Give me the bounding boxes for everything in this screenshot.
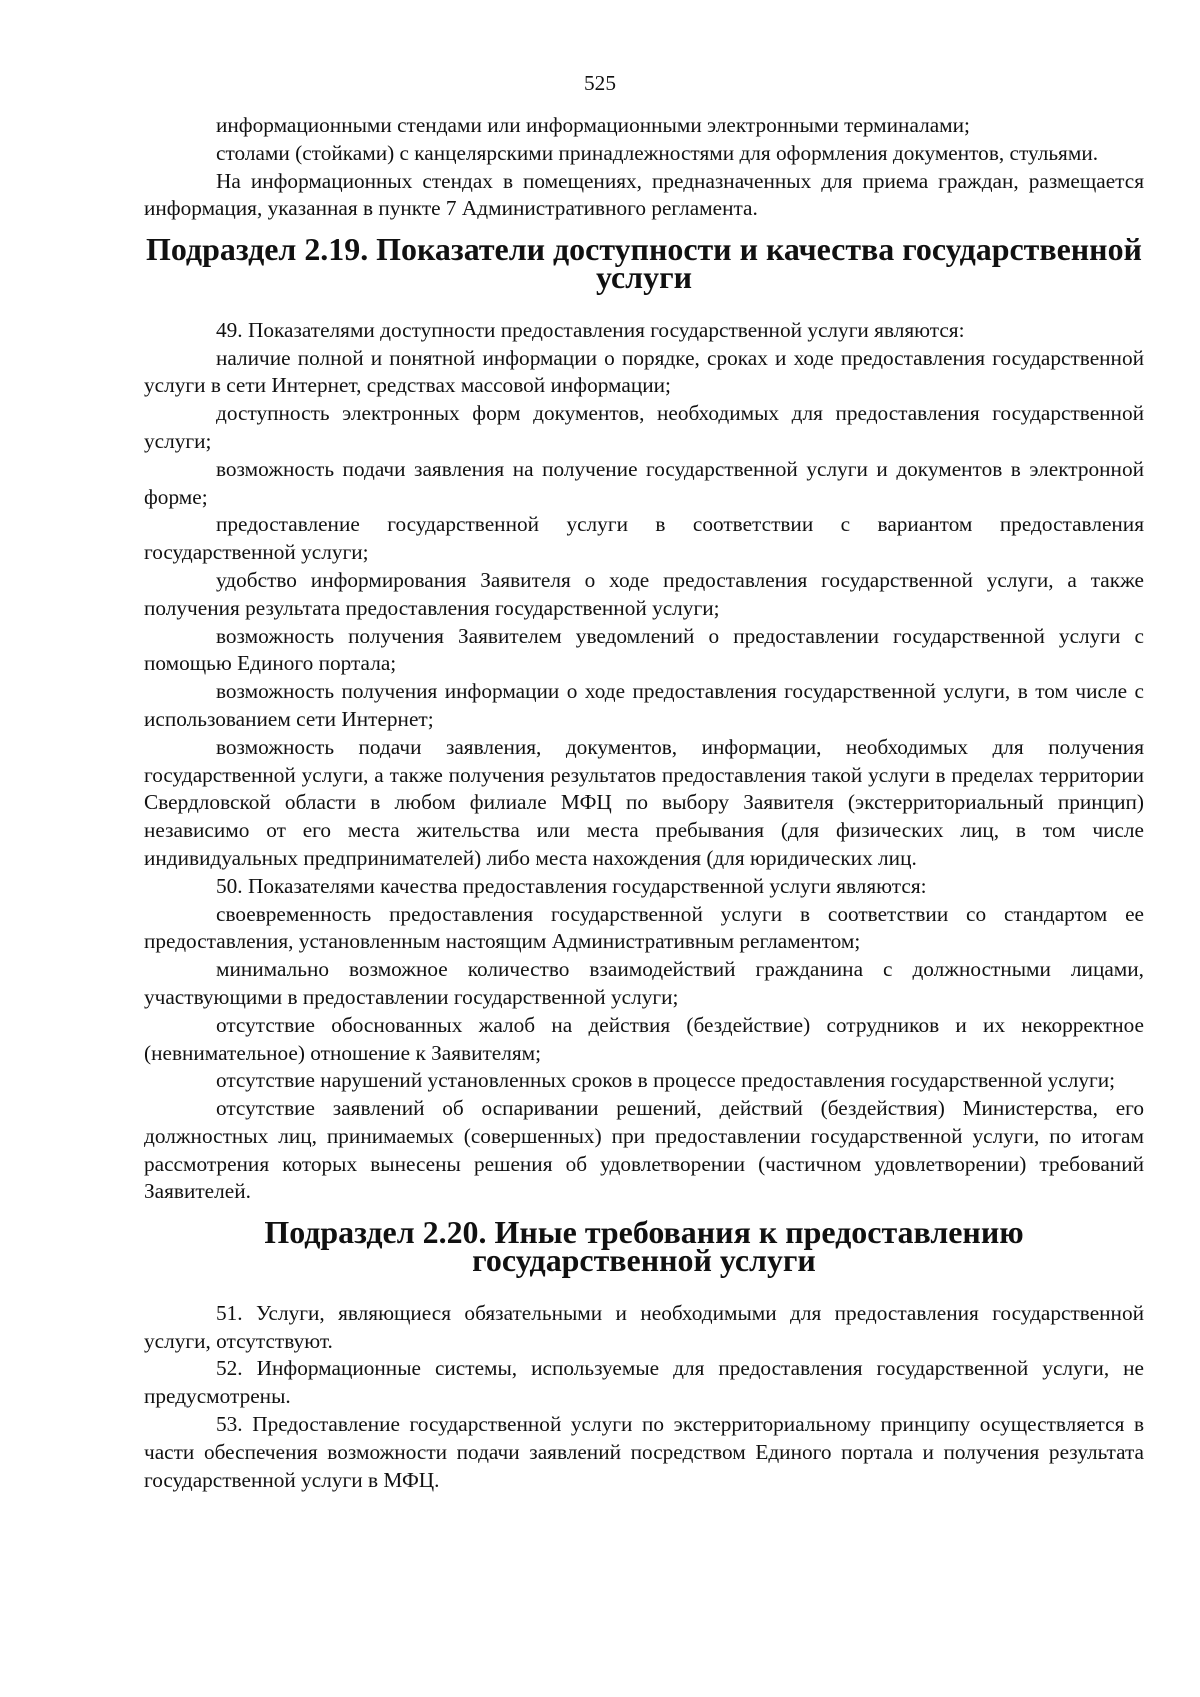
section-heading: Подраздел 2.19. Показатели доступности и качества государственной услуги: [146, 232, 1142, 295]
page-number: 525: [584, 71, 616, 95]
paragraph: возможность получения Заявителем уведомлений о предоставлении государственной услуги с помощью Единого портала;: [144, 623, 1144, 676]
paragraph: 51. Услуги, являющиеся обязательными и необходимыми для предоставления государственной услуги, отсутствуют.: [144, 1300, 1144, 1353]
paragraph: наличие полной и понятной информации о порядке, сроках и ходе предоставления государственной услуги в сети Интернет, средствах массовой информации;: [144, 345, 1144, 398]
paragraph: отсутствие заявлений об оспаривании решений, действий (бездействия) Министерства, его должностных лиц, принимаемых (совершенных) при предоставлении государственной услуги, по итогам рассмотрения которых вынесены решения об удовлетворении (частичном удовлетворении) требований Заявителей.: [144, 1096, 1144, 1204]
section-heading: Подраздел 2.20. Иные требования к предоставлению государственной услуги: [264, 1215, 1024, 1279]
paragraph: возможность получения информации о ходе предоставления государственной услуги, в том числе с использованием сети Интернет;: [144, 679, 1144, 731]
paragraph: 52. Информационные системы, используемые для предоставления государственной услуги, не предусмотрены.: [144, 1356, 1144, 1409]
paragraph: предоставление государственной услуги в соответствии с вариантом предоставления государственной услуги;: [144, 512, 1144, 565]
paragraph: 49. Показателями доступности предоставления государственной услуги являются:: [216, 317, 965, 342]
paragraph: На информационных стендах в помещениях, предназначенных для приема граждан, размещается информация, указанная в пункте 7 Административного регламента.: [144, 168, 1144, 221]
document-body: [144, 112, 1144, 1494]
paragraph: информационными стендами или информационными электронными терминалами;: [216, 113, 970, 137]
paragraph: возможность подачи заявления на получение государственной услуги и документов в электронной форме;: [144, 456, 1144, 509]
paragraph: доступность электронных форм документов, необходимых для предоставления государственной услуги;: [144, 401, 1144, 453]
paragraph: минимально возможное количество взаимодействий гражданина с должностными лицами, участвующими в предоставлении государственной услуги;: [144, 957, 1144, 1009]
paragraph: своевременность предоставления государственной услуги в соответствии со стандартом ее предоставления, установленным настоящим Административным регламентом;: [144, 901, 1144, 954]
paragraph: возможность подачи заявления, документов, информации, необходимых для получения государственной услуги, а также получения результатов предоставления такой услуги в пределах территории Свердловской области в любом филиале МФЦ по выбору Заявителя (экстерриториальный принцип) независимо от его места жительства или места пребывания (для физических лиц, в том числе индивидуальных предпринимателей) либо места нахождения (для юридических лиц.: [144, 734, 1144, 870]
paragraph: удобство информирования Заявителя о ходе предоставления государственной услуги, а также получения результата предоставления государственной услуги;: [144, 567, 1144, 620]
paragraph: отсутствие обоснованных жалоб на действия (бездействие) сотрудников и их некорректное (невнимательное) отношение к Заявителям;: [144, 1012, 1144, 1065]
paragraph: 50. Показателями качества предоставления государственной услуги являются:: [216, 873, 927, 898]
paragraph: 53. Предоставление государственной услуги по экстерриториальному принципу осуществляется в части обеспечения возможности подачи заявлений посредством Единого портала и получения результата государственной услуги в МФЦ.: [144, 1412, 1144, 1492]
paragraph: отсутствие нарушений установленных сроков в процессе предоставления государственной услуги;: [216, 1068, 1116, 1093]
paragraph: столами (стойками) с канцелярскими принадлежностями для оформления документов, стульями.: [216, 140, 1099, 165]
